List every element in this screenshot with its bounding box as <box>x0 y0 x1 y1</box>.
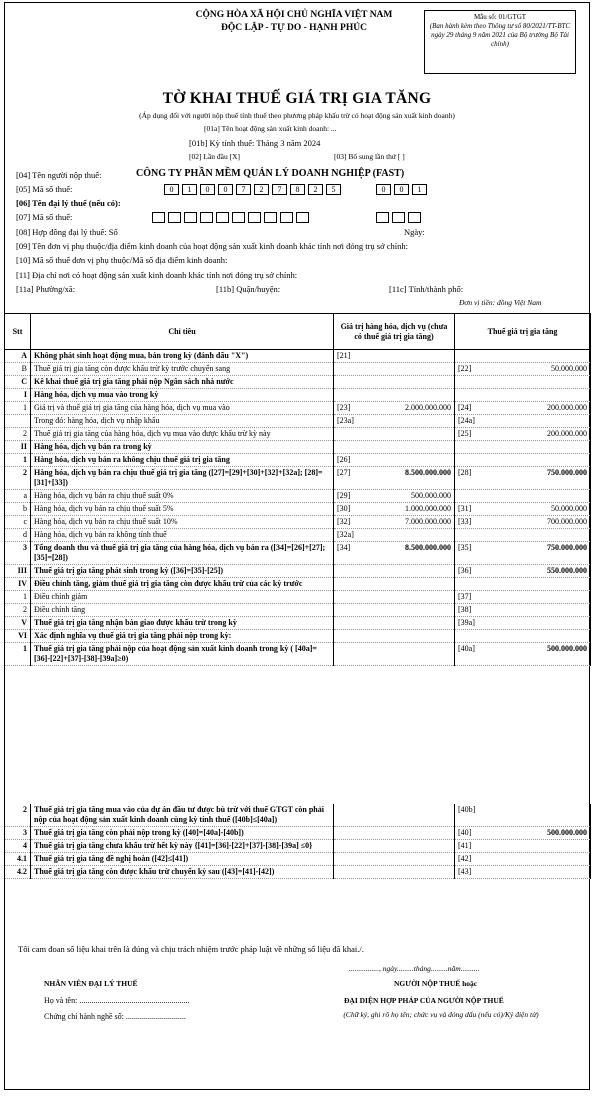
form-number-box <box>424 10 576 74</box>
agent-tax-code-cell[interactable] <box>152 212 165 223</box>
field-11a: [11a] Phường/xã: <box>16 284 76 294</box>
col-header-indicator: Chỉ tiêu <box>31 314 334 350</box>
table-row <box>5 490 591 503</box>
table-row <box>5 376 591 389</box>
agent-tax-code-cell[interactable] <box>264 212 277 223</box>
tax-code-digit: 5 <box>326 184 341 195</box>
indicator-code: [22] <box>458 364 472 373</box>
form-note: (Ban hành kèm theo Thông tư số 80/2021/TT-BTC ngày 29 tháng 9 năm 2021 của Bộ trưởng Bộ Tài chính) <box>429 22 571 48</box>
row-label: Xác định nghĩa vụ thuế giá trị gia tăng phải nộp trong kỳ: <box>31 630 334 643</box>
vat-cell[interactable] <box>455 490 591 503</box>
tax-code-cells <box>164 184 344 195</box>
row-label: Không phát sinh hoạt động mua, bán trong kỳ (đánh dấu "X") <box>31 350 334 363</box>
tax-code-digit: 2 <box>254 184 269 195</box>
vat-cell[interactable] <box>455 516 591 529</box>
row-label: Hàng hóa, dịch vụ mua vào trong kỳ <box>31 389 334 402</box>
row-label: Thuế giá trị gia tăng của hàng hóa, dịch vụ mua vào được khấu trừ kỳ này <box>31 428 334 441</box>
vat-cell[interactable] <box>455 376 591 389</box>
agent-tax-code-cell[interactable] <box>216 212 229 223</box>
vat-cell[interactable] <box>455 827 591 840</box>
agent-tax-code-cell[interactable] <box>376 212 389 223</box>
vat-cell[interactable] <box>455 363 591 376</box>
goods-value-cell[interactable] <box>334 467 455 490</box>
declaration-table-continued <box>4 804 591 879</box>
col-header-stt: Stt <box>5 314 31 350</box>
goods-value-cell[interactable] <box>334 804 455 827</box>
row-label: Giá trị và thuế giá trị gia tăng của hàng hóa, dịch vụ mua vào <box>31 402 334 415</box>
table-body-part-1 <box>5 350 591 666</box>
tax-code-digit: 7 <box>236 184 251 195</box>
table-row <box>5 415 591 428</box>
field-05-label: [05] Mã số thuế: <box>16 184 73 194</box>
row-stt: c <box>5 516 31 529</box>
agent-tax-code-cell[interactable] <box>200 212 213 223</box>
row-stt: VI <box>5 630 31 643</box>
agent-tax-code-cell[interactable] <box>232 212 245 223</box>
goods-value-cell[interactable] <box>334 402 455 415</box>
row-stt: C <box>5 376 31 389</box>
goods-value-cell[interactable] <box>334 350 455 363</box>
goods-value-cell[interactable] <box>334 363 455 376</box>
agent-tax-code-cell[interactable] <box>280 212 293 223</box>
row-stt: b <box>5 503 31 516</box>
tax-code-digit: 0 <box>218 184 233 195</box>
indicator-code: [24a] <box>458 416 475 425</box>
amount-value: 7.000.000.000 <box>405 517 451 526</box>
goods-value-cell[interactable] <box>334 529 455 542</box>
col-header-goods-value: Giá trị hàng hóa, dịch vụ (chưa có thuế giá trị gia tăng) <box>334 314 455 350</box>
vat-cell[interactable] <box>455 428 591 441</box>
indicator-code: [28] <box>458 468 472 477</box>
field-07-label: [07] Mã số thuế: <box>16 212 73 222</box>
indicator-code: [31] <box>458 504 472 513</box>
row-stt: 3 <box>5 827 31 840</box>
table-row <box>5 565 591 578</box>
form-number: Mẫu số: 01/GTGT <box>473 13 527 21</box>
table-header-row <box>5 314 591 350</box>
vat-cell[interactable] <box>455 529 591 542</box>
row-stt: V <box>5 617 31 630</box>
vat-cell[interactable] <box>455 454 591 467</box>
vat-cell[interactable] <box>455 503 591 516</box>
table-row <box>5 454 591 467</box>
row-stt: 2 <box>5 428 31 441</box>
row-stt: 4.1 <box>5 853 31 866</box>
goods-value-cell[interactable] <box>334 490 455 503</box>
row-label: Hàng hóa, dịch vụ bán ra trong kỳ <box>31 441 334 454</box>
indicator-code: [36] <box>458 566 472 575</box>
vat-cell[interactable] <box>455 565 591 578</box>
row-label: Thuế giá trị gia tăng mua vào của dự án đầu tư được bù trừ với thuế GTGT còn phải nộp của hoạt động sản xuất kinh doanh cùng kỳ tính thuế ([40b]≤[40a]) <box>31 804 334 827</box>
tax-code-digit: 8 <box>290 184 305 195</box>
indicator-code: [26] <box>337 455 351 464</box>
row-label: Thuế giá trị gia tăng còn được khấu trừ kỳ trước chuyển sang <box>31 363 334 376</box>
page-title: TỜ KHAI THUẾ GIÁ TRỊ GIA TĂNG <box>162 90 432 107</box>
amount-value: 750.000.000 <box>547 543 587 552</box>
tax-code-digit: 0 <box>164 184 179 195</box>
goods-value-cell[interactable] <box>334 840 455 853</box>
row-label: Thuế giá trị gia tăng còn phải nộp trong kỳ ([40]=[40a]-[40b]) <box>31 827 334 840</box>
goods-value-cell[interactable] <box>334 630 455 643</box>
vat-cell[interactable] <box>455 804 591 827</box>
vat-cell[interactable] <box>455 643 591 666</box>
table-row <box>5 827 591 840</box>
goods-value-cell[interactable] <box>334 454 455 467</box>
vat-cell[interactable] <box>455 467 591 490</box>
goods-value-cell[interactable] <box>334 578 455 591</box>
indicator-code: [40a] <box>458 644 475 653</box>
row-stt: 3 <box>5 542 31 565</box>
declaration-table <box>4 313 591 666</box>
agent-tax-code-cell[interactable] <box>392 212 405 223</box>
table-row <box>5 578 591 591</box>
taxpayer-signature-note: (Chữ ký, ghi rõ họ tên; chức vụ và đóng dấu (nếu có)/Ký điện tử) <box>343 1010 539 1019</box>
row-label: Điều chỉnh giảm <box>31 591 334 604</box>
indicator-code: [40] <box>458 828 472 837</box>
currency-note: Đơn vị tiền: đồng Việt Nam <box>459 298 542 307</box>
indicator-code: [23] <box>337 403 351 412</box>
row-label: Hàng hóa, dịch vụ bán ra chịu thuế suất 0% <box>31 490 334 503</box>
field-08-date: Ngày: <box>404 227 425 237</box>
row-stt: 2 <box>5 467 31 490</box>
row-label: Thuế giá trị gia tăng phải nộp của hoạt động sản xuất kinh doanh trong kỳ ( [40a]=[36]-[22]+[37]-[38]-[39a]≥0) <box>31 643 334 666</box>
goods-value-cell[interactable] <box>334 591 455 604</box>
tax-code-digit: 1 <box>182 184 197 195</box>
table-row <box>5 840 591 853</box>
table-row <box>5 542 591 565</box>
table-row <box>5 350 591 363</box>
vat-cell[interactable] <box>455 389 591 402</box>
goods-value-cell[interactable] <box>334 617 455 630</box>
tax-code-digit: 7 <box>272 184 287 195</box>
indicator-code: [43] <box>458 867 472 876</box>
declaration-statement: Tôi cam đoan số liệu khai trên là đúng và chịu trách nhiệm trước pháp luật về những số liệu đã khai./. <box>18 944 364 954</box>
indicator-code: [25] <box>458 429 472 438</box>
indicator-code: [24] <box>458 403 472 412</box>
row-label: Thuế giá trị gia tăng chưa khấu trừ hết kỳ này {[41]=[36]-[22]+[37]-[38]-[39a] ≤0} <box>31 840 334 853</box>
amount-value: 500.000.000 <box>547 644 587 653</box>
goods-value-cell[interactable] <box>334 503 455 516</box>
indicator-code: [32a] <box>337 530 354 539</box>
table-row <box>5 529 591 542</box>
row-label: Tổng doanh thu và thuế giá trị gia tăng của hàng hóa, dịch vụ bán ra ([34]=[26]+[27]; [35]=[28]) <box>31 542 334 565</box>
amount-value: 50.000.000 <box>551 504 587 513</box>
field-01a: [01a] Tên hoạt động sản xuất kinh doanh: ... <box>204 124 337 133</box>
row-label: Hàng hóa, dịch vụ bán ra chịu thuế suất 5% <box>31 503 334 516</box>
row-stt: 4.2 <box>5 866 31 879</box>
indicator-code: [33] <box>458 517 472 526</box>
table-row <box>5 853 591 866</box>
row-label: Thuế giá trị gia tăng đề nghị hoàn ([42]≤[41]) <box>31 853 334 866</box>
taxpayer-title: NGƯỜI NỘP THUẾ hoặc <box>394 979 478 988</box>
field-09: [09] Tên đơn vị phụ thuộc/địa điểm kinh doanh của hoạt động sản xuất kinh doanh khác tỉnh nơi đóng trụ sở chính: <box>16 241 408 251</box>
table-row <box>5 363 591 376</box>
vat-cell[interactable] <box>455 591 591 604</box>
goods-value-cell[interactable] <box>334 866 455 879</box>
agent-name: Họ và tên: ....................................................... <box>44 996 190 1005</box>
goods-value-cell[interactable] <box>334 428 455 441</box>
table-row <box>5 441 591 454</box>
indicator-code: [27] <box>337 468 351 477</box>
agent-tax-code-cell[interactable] <box>296 212 309 223</box>
agent-certificate: Chứng chỉ hành nghề số: .............................. <box>44 1012 186 1021</box>
row-stt: A <box>5 350 31 363</box>
agent-tax-code-cells <box>152 212 312 223</box>
amount-value: 500.000.000 <box>547 828 587 837</box>
vat-cell[interactable] <box>455 853 591 866</box>
indicator-code: [32] <box>337 517 351 526</box>
vat-cell[interactable] <box>455 840 591 853</box>
vat-cell[interactable] <box>455 402 591 415</box>
vat-cell[interactable] <box>455 630 591 643</box>
indicator-code: [42] <box>458 854 472 863</box>
tax-code-suffix-digit: 1 <box>412 184 427 195</box>
vat-cell[interactable] <box>455 542 591 565</box>
indicator-code: [23a] <box>337 416 354 425</box>
tax-code-suffix-digit: 0 <box>376 184 391 195</box>
goods-value-cell[interactable] <box>334 604 455 617</box>
row-label: Hàng hóa, dịch vụ bán ra không chịu thuế giá trị gia tăng <box>31 454 334 467</box>
tax-code-digit: 2 <box>308 184 323 195</box>
row-label: Hàng hóa, dịch vụ bán ra chịu thuế giá trị gia tăng ([27]=[29]+[30]+[32]+[32a]; [28]=[31]+[33]) <box>31 467 334 490</box>
goods-value-cell[interactable] <box>334 376 455 389</box>
row-stt: d <box>5 529 31 542</box>
motto-heading: ĐỘC LẬP - TỰ DO - HẠNH PHÚC <box>221 23 367 33</box>
row-label: Trong đó: hàng hóa, dịch vụ nhập khẩu <box>31 415 334 428</box>
vat-cell[interactable] <box>455 604 591 617</box>
row-stt: B <box>5 363 31 376</box>
vat-cell[interactable] <box>455 617 591 630</box>
amount-value: 200.000.000 <box>547 403 587 412</box>
table-row <box>5 804 591 827</box>
row-stt: 1 <box>5 643 31 666</box>
vat-cell[interactable] <box>455 866 591 879</box>
field-02: [02] Lần đầu [X] <box>189 152 241 161</box>
table-row <box>5 643 591 666</box>
row-label: Hàng hóa, dịch vụ bán ra chịu thuế suất 10% <box>31 516 334 529</box>
tax-form-page <box>4 2 590 1090</box>
row-label: Điều chỉnh tăng <box>31 604 334 617</box>
indicator-code: [21] <box>337 351 351 360</box>
table-row <box>5 617 591 630</box>
indicator-code: [29] <box>337 491 351 500</box>
tax-code-suffix-cells <box>376 184 430 195</box>
amount-value: 750.000.000 <box>547 468 587 477</box>
signing-date: ................, ngày.........tháng.........năm.......... <box>349 964 480 973</box>
row-stt <box>5 415 31 428</box>
row-stt: 2 <box>5 804 31 827</box>
indicator-code: [38] <box>458 605 472 614</box>
field-11c: [11c] Tỉnh/thành phố: <box>389 284 464 294</box>
field-10: [10] Mã số thuế đơn vị phụ thuộc/Mã số địa điểm kinh doanh: <box>16 255 228 265</box>
row-stt: 4 <box>5 840 31 853</box>
row-label: Hàng hóa, dịch vụ bán ra không tính thuế <box>31 529 334 542</box>
table-row <box>5 503 591 516</box>
amount-value: 50.000.000 <box>551 364 587 373</box>
goods-value-cell[interactable] <box>334 389 455 402</box>
amount-value: 8.500.000.000 <box>405 468 451 477</box>
row-label: Kê khai thuế giá trị gia tăng phải nộp Ngân sách nhà nước <box>31 376 334 389</box>
tax-code-suffix-digit: 0 <box>394 184 409 195</box>
row-stt: 1 <box>5 591 31 604</box>
goods-value-cell[interactable] <box>334 415 455 428</box>
table-row <box>5 591 591 604</box>
indicator-code: [40b] <box>458 805 476 814</box>
amount-value: 2.000.000.000 <box>405 403 451 412</box>
amount-value: 700.000.000 <box>547 517 587 526</box>
row-stt: III <box>5 565 31 578</box>
vat-cell[interactable] <box>455 441 591 454</box>
col-header-vat: Thuế giá trị gia tăng <box>455 314 591 350</box>
row-stt: 2 <box>5 604 31 617</box>
agent-title: NHÂN VIÊN ĐẠI LÝ THUẾ <box>44 979 138 988</box>
agent-tax-code-cell[interactable] <box>168 212 181 223</box>
indicator-code: [39a] <box>458 618 475 627</box>
row-stt: a <box>5 490 31 503</box>
field-06: [06] Tên đại lý thuế (nếu có): <box>16 198 121 208</box>
goods-value-cell[interactable] <box>334 542 455 565</box>
amount-value: 200.000.000 <box>547 429 587 438</box>
amount-value: 1.000.000.000 <box>405 504 451 513</box>
table-row <box>5 866 591 879</box>
indicator-code: [34] <box>337 543 351 552</box>
table-row <box>5 467 591 490</box>
amount-value: 550.000.000 <box>547 566 587 575</box>
row-label: Thuế giá trị gia tăng phát sinh trong kỳ ([36]=[35]-[25]) <box>31 565 334 578</box>
row-stt: 1 <box>5 402 31 415</box>
field-11b: [11b] Quận/huyện: <box>216 284 281 294</box>
amount-value: 500.000.000 <box>411 491 451 500</box>
field-11: [11] Địa chỉ nơi có hoạt động sản xuất kinh doanh khác tỉnh nơi đóng trụ sở chính: <box>16 270 298 280</box>
row-stt: I <box>5 389 31 402</box>
table-row <box>5 604 591 617</box>
field-04-label: [04] Tên người nộp thuế: <box>16 170 102 180</box>
field-03: [03] Bổ sung lần thứ [ ] <box>334 152 405 161</box>
table-body-part-2 <box>5 804 591 879</box>
republic-heading: CỘNG HÒA XÃ HỘI CHỦ NGHĨA VIỆT NAM <box>195 10 393 20</box>
tax-code-digit: 0 <box>200 184 215 195</box>
vat-cell[interactable] <box>455 578 591 591</box>
vat-cell[interactable] <box>455 415 591 428</box>
field-08: [08] Hợp đồng đại lý thuế: Số <box>16 227 118 237</box>
row-stt: IV <box>5 578 31 591</box>
table-row <box>5 630 591 643</box>
indicator-code: [41] <box>458 841 472 850</box>
row-label: Thuế giá trị gia tăng còn được khấu trừ chuyển kỳ sau ([43]=[41]-[42]) <box>31 866 334 879</box>
goods-value-cell[interactable] <box>334 565 455 578</box>
goods-value-cell[interactable] <box>334 516 455 529</box>
indicator-code: [37] <box>458 592 472 601</box>
amount-value: 8.500.000.000 <box>405 543 451 552</box>
table-row <box>5 516 591 529</box>
row-stt: II <box>5 441 31 454</box>
taxpayer-name: CÔNG TY PHẦN MỀM QUẢN LÝ DOANH NGHIỆP (FAST) <box>136 168 405 179</box>
taxpayer-representative: ĐẠI DIỆN HỢP PHÁP CỦA NGƯỜI NỘP THUẾ <box>344 996 504 1005</box>
agent-tax-code-cell[interactable] <box>248 212 261 223</box>
row-label: Thuế giá trị gia tăng nhận bàn giao được khấu trừ trong kỳ <box>31 617 334 630</box>
goods-value-cell[interactable] <box>334 853 455 866</box>
page-subtitle: (Áp dụng đối với người nộp thuế tính thuế theo phương pháp khấu trừ có hoạt động sản xuất kinh doanh) <box>139 111 455 120</box>
goods-value-cell[interactable] <box>334 827 455 840</box>
row-label: Điều chỉnh tăng, giảm thuế giá trị gia tăng còn được khấu trừ của các kỳ trước <box>31 578 334 591</box>
vat-cell[interactable] <box>455 350 591 363</box>
table-row <box>5 402 591 415</box>
indicator-code: [30] <box>337 504 351 513</box>
agent-tax-code-cell[interactable] <box>408 212 421 223</box>
agent-tax-code-suffix-cells <box>376 212 424 223</box>
indicator-code: [35] <box>458 543 472 552</box>
row-stt: 1 <box>5 454 31 467</box>
table-row <box>5 428 591 441</box>
goods-value-cell[interactable] <box>334 643 455 666</box>
agent-tax-code-cell[interactable] <box>184 212 197 223</box>
table-row <box>5 389 591 402</box>
goods-value-cell[interactable] <box>334 441 455 454</box>
field-01b: [01b] Kỳ tính thuế: Tháng 3 năm 2024 <box>189 138 321 148</box>
